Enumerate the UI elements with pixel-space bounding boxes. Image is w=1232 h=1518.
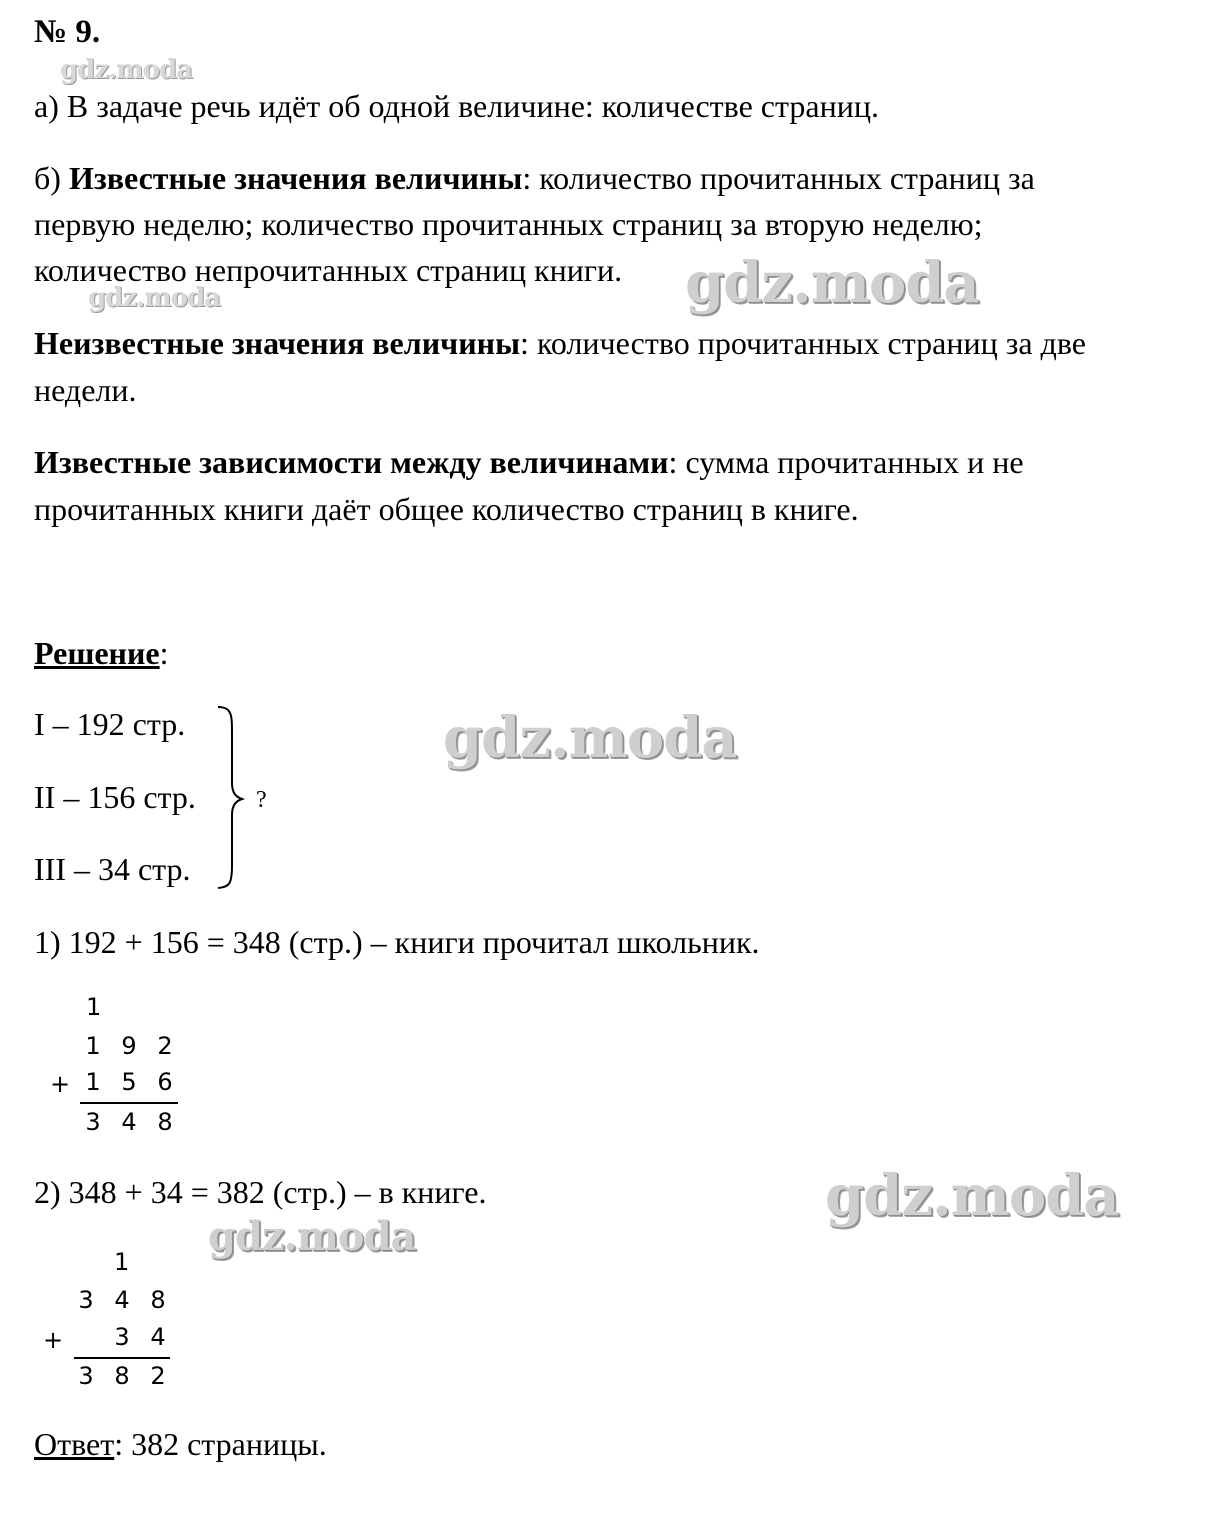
digit: 8 bbox=[157, 1108, 173, 1136]
calc2-line bbox=[74, 1357, 170, 1359]
known-values-line1 bbox=[34, 158, 1035, 198]
watermark-4: gdz.moda bbox=[443, 705, 737, 771]
digit: 4 bbox=[150, 1323, 166, 1351]
calc2-result bbox=[68, 1364, 176, 1388]
curly-brace bbox=[210, 705, 250, 890]
question-mark: ? bbox=[256, 787, 267, 813]
digit: 1 bbox=[85, 1068, 101, 1096]
calc1-line bbox=[80, 1102, 178, 1104]
digit: 2 bbox=[150, 1362, 166, 1390]
digit: 6 bbox=[157, 1068, 173, 1096]
watermark-6: gdz.moda bbox=[208, 1213, 416, 1260]
step-1: 1) 192 + 156 = 348 (стр.) – книги прочитал школьник. bbox=[34, 924, 760, 960]
digit: 3 bbox=[78, 1362, 94, 1390]
answer bbox=[34, 1424, 327, 1464]
solution-colon: : bbox=[159, 635, 169, 671]
dependencies-label: Известные зависимости между величинами bbox=[34, 444, 669, 480]
unknown-values-line1 bbox=[34, 323, 1086, 363]
digit: 9 bbox=[121, 1032, 137, 1060]
calc1-carry: 1 bbox=[86, 993, 102, 1021]
solution-label: Решение bbox=[34, 635, 160, 671]
unknown-values-line2: недели. bbox=[34, 372, 137, 408]
unknown-values-text: : количество прочитанных страниц за две bbox=[520, 325, 1086, 361]
part-a: а) В задаче речь идёт об одной величине: количестве страниц. bbox=[34, 88, 879, 124]
dependencies-line1 bbox=[34, 442, 1024, 482]
calc2-top bbox=[68, 1288, 176, 1312]
digit: 4 bbox=[114, 1286, 130, 1314]
dependencies-text: : сумма прочитанных и не bbox=[668, 444, 1024, 480]
problem-title: № 9. bbox=[34, 14, 101, 50]
watermark-1: gdz.moda bbox=[60, 55, 193, 85]
known-values-line2: первую неделю; количество прочитанных страниц за вторую неделю; bbox=[34, 206, 983, 242]
digit: 3 bbox=[114, 1323, 130, 1351]
watermark-3: gdz.moda bbox=[88, 283, 221, 313]
calc2-bottom bbox=[68, 1325, 176, 1349]
calc2-plus: + bbox=[43, 1326, 64, 1354]
digit: 2 bbox=[157, 1032, 173, 1060]
condition-week2: II – 156 стр. bbox=[34, 779, 196, 815]
unknown-values-label: Неизвестные значения величины bbox=[34, 325, 521, 361]
step-2: 2) 348 + 34 = 382 (стр.) – в книге. bbox=[34, 1174, 487, 1210]
known-values-label: Известные значения величины bbox=[68, 160, 523, 196]
calc2-carry: 1 bbox=[114, 1248, 130, 1276]
solution-heading bbox=[34, 633, 169, 673]
condition-remaining: III – 34 стр. bbox=[34, 851, 191, 887]
answer-text: : 382 страницы. bbox=[114, 1426, 327, 1462]
answer-label: Ответ bbox=[34, 1426, 115, 1462]
known-values-text: : количество прочитанных страниц за bbox=[522, 160, 1035, 196]
calc1-top bbox=[75, 1034, 183, 1058]
digit: 5 bbox=[121, 1068, 137, 1096]
digit: 8 bbox=[150, 1286, 166, 1314]
watermark-5: gdz.moda bbox=[825, 1163, 1119, 1229]
calc1-plus: + bbox=[50, 1070, 71, 1098]
calc1-bottom bbox=[75, 1070, 183, 1094]
digit: 4 bbox=[121, 1108, 137, 1136]
dependencies-line2: прочитанных книги даёт общее количество страниц в книге. bbox=[34, 491, 859, 527]
known-values-line3: количество непрочитанных страниц книги. bbox=[34, 252, 623, 288]
digit: 3 bbox=[85, 1108, 101, 1136]
watermark-2: gdz.moda bbox=[685, 250, 979, 316]
part-b-prefix: б) bbox=[34, 160, 69, 196]
digit: 3 bbox=[78, 1286, 94, 1314]
condition-week1: I – 192 стр. bbox=[34, 706, 186, 742]
digit: 8 bbox=[114, 1362, 130, 1390]
digit: 1 bbox=[85, 1032, 101, 1060]
calc1-result bbox=[75, 1110, 183, 1134]
